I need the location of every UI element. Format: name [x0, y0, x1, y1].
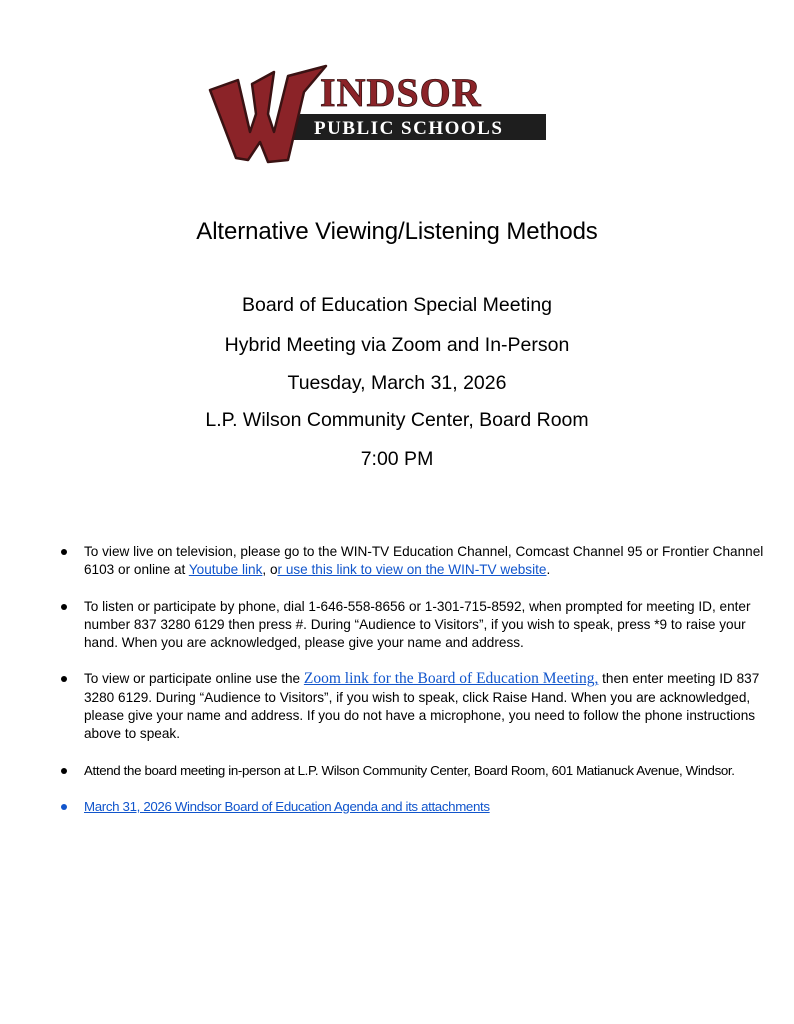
agenda-link[interactable]: March 31, 2026 Windsor Board of Education Agenda and its attachments	[84, 798, 490, 814]
list-item-television	[58, 543, 778, 580]
tv-text-end: .	[546, 562, 551, 578]
youtube-link[interactable]: Youtube link	[188, 562, 263, 578]
wintv-website-link[interactable]: r use this link to view on the WIN-TV website	[277, 562, 547, 578]
bullet-icon	[61, 604, 67, 610]
viewing-methods-list	[58, 543, 778, 834]
phone-text: To listen or participate by phone, dial 1-646-558-8656 or 1-301-715-8592, when prompted for meeting ID, enter number 837 3280 6129 then press #. During “Audience to Visitors”, if you wish to speak, press *9 to raise your hand. When you are acknowledged, please give your name and address.	[84, 598, 751, 651]
online-text-end: then enter meeting ID 837 3280 6129. During “Audience to Visitors”, if you wish to speak, click Raise Hand. When you are acknowledged, please give your name and address. If you do not have a microphone, you need to follow the phone instructions above to speak.	[84, 671, 760, 742]
online-text: To view or participate online use the	[84, 671, 304, 687]
page-title: Alternative Viewing/Listening Methods	[196, 218, 598, 245]
logo-name: INDSOR	[320, 70, 482, 115]
meeting-name: Board of Education Special Meeting	[241, 294, 553, 316]
in-person-text: Attend the board meeting in-person at L.P. Wilson Community Center, Board Room, 601 Matianuck Avenue, Windsor.	[84, 762, 735, 778]
windsor-public-schools-logo	[208, 62, 554, 166]
zoom-meeting-link[interactable]: Zoom link for the Board of Education Meeting,	[303, 670, 599, 688]
list-item-online	[58, 670, 778, 743]
meeting-format: Hybrid Meeting via Zoom and In-Person	[224, 334, 570, 356]
list-item-agenda	[58, 798, 778, 816]
list-item-in-person	[58, 762, 778, 780]
bullet-icon	[61, 676, 67, 682]
meeting-time: 7:00 PM	[360, 448, 434, 470]
meeting-location: L.P. Wilson Community Center, Board Room	[205, 409, 589, 431]
tv-text: To view live on television, please go to the WIN-TV Education Channel, Comcast Channel 95 or Frontier Channel 6103 or online at	[84, 544, 764, 578]
tv-text-mid: , o	[262, 562, 278, 578]
bullet-icon	[61, 768, 67, 774]
list-item-phone	[58, 598, 778, 653]
meeting-date: Tuesday, March 31, 2026	[287, 372, 507, 394]
logo-tagline: PUBLIC SCHOOLS	[314, 118, 504, 139]
bullet-icon	[61, 804, 67, 810]
bullet-icon	[61, 549, 67, 555]
